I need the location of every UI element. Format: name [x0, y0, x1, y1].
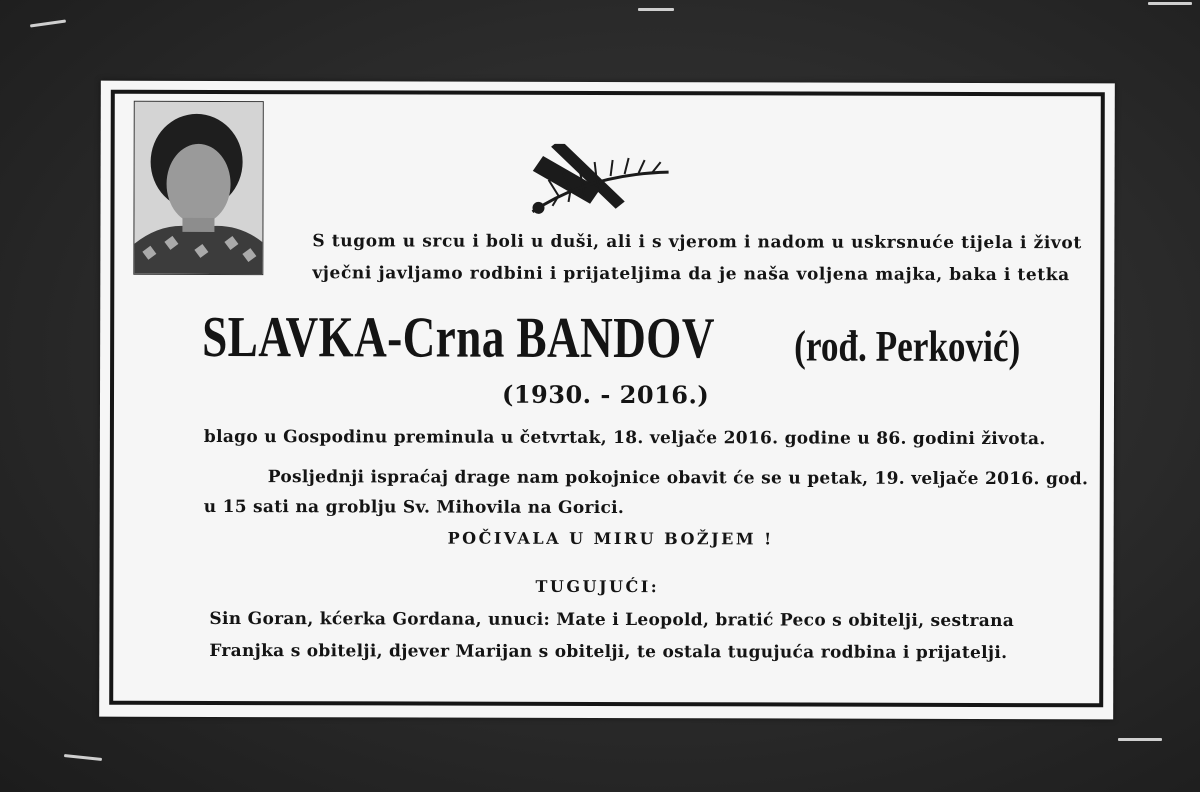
mourners-line-2: Franjka s obitelji, djever Marijan s obitelji, te ostala tugujuća rodbina i prijatelji.: [209, 640, 1008, 664]
rest-in-peace: POČIVALA U MIRU BOŽJEM !: [447, 528, 774, 549]
cross-with-palm-icon: [518, 144, 678, 224]
obituary-notice: [99, 81, 1115, 720]
mourners-line-1: Sin Goran, kćerka Gordana, unuci: Mate i Leopold, bratić Peco s obitelji, sestrana: [209, 608, 1015, 632]
life-years: (1930. - 2016.): [501, 379, 710, 410]
staple: [1148, 2, 1192, 5]
intro-line-2: vječni javljamo rodbini i prijateljima da je naša voljena majka, baka i tetka: [312, 263, 1070, 286]
maiden-name: (rođ. Perković): [794, 321, 1021, 372]
deceased-name: SLAVKA-Crna BANDOV: [202, 303, 715, 371]
funeral-info-line-2: u 15 sati na groblju Sv. Mihovila na Gorici.: [203, 496, 625, 519]
funeral-info-line-1: Posljednji ispraćaj drage nam pokojnice obavit će se u petak, 19. veljače 2016. god.: [267, 467, 1089, 490]
mourners-heading: TUGUJUĆI:: [535, 576, 660, 597]
staple: [638, 8, 674, 11]
staple: [64, 754, 102, 761]
death-announcement: blago u Gospodinu preminula u četvrtak, 18. veljače 2016. godine u 86. godini života.: [203, 426, 1046, 450]
portrait-photo: [133, 101, 263, 275]
staple: [1118, 738, 1162, 741]
staple: [30, 20, 66, 28]
intro-line-1: S tugom u srcu i boli u duši, ali i s vjerom i nadom u uskrsnuće tijela i život: [312, 231, 1082, 254]
